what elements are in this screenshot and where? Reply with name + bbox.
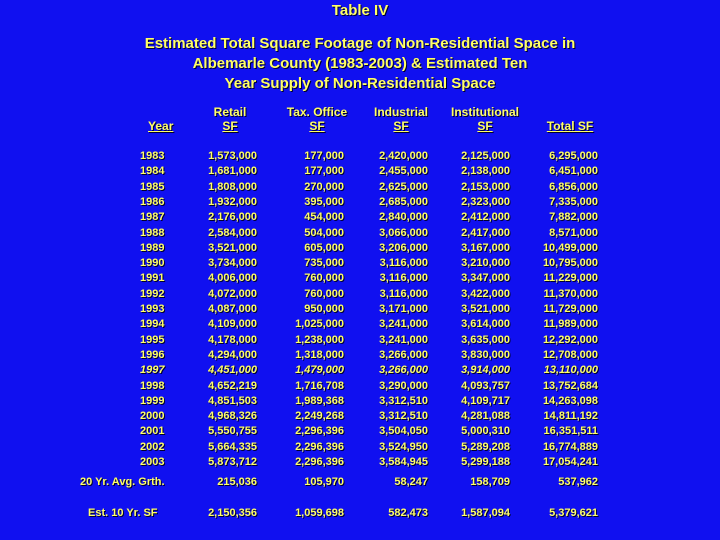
cell-industrial: 2,455,000 <box>379 165 428 178</box>
cell-industrial: 3,171,000 <box>379 303 428 315</box>
cell-institutional: 2,323,000 <box>461 195 510 208</box>
cell-total: 11,729,000 <box>543 303 598 315</box>
col-header-industrial-line2: SF <box>393 119 409 133</box>
cell-taxoffice: 1,716,708 <box>295 379 344 392</box>
cell-industrial: 3,524,950 <box>379 440 428 453</box>
cell-taxoffice: 177,000 <box>304 165 344 178</box>
table-row <box>0 441 720 456</box>
table-row <box>0 380 720 395</box>
cell-retail: 4,178,000 <box>208 333 257 346</box>
col-header-institutional-line2: SF <box>477 119 493 133</box>
cell-retail: 1,573,000 <box>208 150 257 162</box>
cell-total: 10,499,000 <box>542 241 598 254</box>
cell-institutional: 2,412,000 <box>461 211 510 224</box>
cell-year: 1995 <box>140 333 165 346</box>
est-10yr-taxoffice: 1,059,698 <box>295 507 344 519</box>
cell-year: 2003 <box>140 456 165 468</box>
cell-retail: 4,451,000 <box>208 364 257 377</box>
cell-year: 1993 <box>140 303 165 315</box>
cell-retail: 2,176,000 <box>208 211 257 224</box>
col-header-total: Total SF <box>546 119 594 133</box>
table-title: Table IV <box>331 2 389 19</box>
est-10yr-label: Est. 10 Yr. SF <box>88 507 158 519</box>
cell-retail: 4,072,000 <box>208 287 257 300</box>
cell-industrial: 3,241,000 <box>379 318 428 331</box>
table-row <box>0 349 720 364</box>
avg-growth-institutional: 158,709 <box>470 476 510 488</box>
avg-growth-retail: 215,036 <box>217 476 257 488</box>
col-header-institutional-line1: Institutional <box>451 105 519 119</box>
cell-year: 2000 <box>140 410 165 423</box>
heading-line-2: Albemarle County (1983-2003) & Estimated Ten <box>192 55 528 72</box>
cell-retail: 4,087,000 <box>208 303 257 315</box>
col-header-retail-line1: Retail <box>213 105 247 119</box>
est-10yr-retail: 2,150,356 <box>208 507 257 519</box>
cell-institutional: 3,614,000 <box>461 318 510 331</box>
cell-institutional: 3,422,000 <box>461 287 510 300</box>
table-heading <box>0 34 720 94</box>
cell-taxoffice: 735,000 <box>304 257 344 270</box>
cell-year: 1991 <box>140 272 165 285</box>
cell-industrial: 2,840,000 <box>379 211 428 224</box>
cell-year: 1988 <box>140 226 165 239</box>
cell-total: 13,752,684 <box>542 379 598 392</box>
cell-taxoffice: 1,238,000 <box>295 333 344 346</box>
cell-institutional: 3,830,000 <box>461 348 510 361</box>
cell-taxoffice: 605,000 <box>304 241 344 254</box>
cell-taxoffice: 2,296,396 <box>295 440 344 453</box>
cell-taxoffice: 2,296,396 <box>295 456 344 468</box>
cell-total: 16,774,889 <box>542 440 598 453</box>
cell-total: 14,263,098 <box>542 394 598 407</box>
cell-year: 2001 <box>140 425 165 438</box>
col-header-industrial-line1: Industrial <box>373 105 428 119</box>
cell-institutional: 5,299,188 <box>461 456 510 468</box>
cell-year: 1990 <box>140 257 165 270</box>
cell-institutional: 3,635,000 <box>461 333 510 346</box>
table-row <box>0 242 720 257</box>
cell-year: 1987 <box>140 211 165 224</box>
table-row <box>0 150 720 165</box>
cell-industrial: 2,625,000 <box>379 180 428 193</box>
cell-taxoffice: 177,000 <box>304 150 344 162</box>
cell-industrial: 3,266,000 <box>379 364 428 377</box>
cell-institutional: 3,210,000 <box>461 257 510 270</box>
cell-retail: 4,851,503 <box>208 394 257 407</box>
cell-retail: 5,664,335 <box>208 440 257 453</box>
cell-institutional: 5,289,208 <box>461 440 510 453</box>
cell-taxoffice: 270,000 <box>304 180 344 193</box>
cell-taxoffice: 760,000 <box>304 287 344 300</box>
table-row <box>0 257 720 272</box>
cell-year: 1983 <box>140 150 165 162</box>
cell-year: 1994 <box>140 318 165 331</box>
cell-total: 14,811,192 <box>543 410 598 423</box>
cell-taxoffice: 1,479,000 <box>295 364 344 377</box>
cell-industrial: 2,685,000 <box>379 195 428 208</box>
cell-institutional: 3,347,000 <box>461 272 510 285</box>
cell-retail: 4,652,219 <box>208 379 257 392</box>
cell-institutional: 3,167,000 <box>461 241 510 254</box>
cell-taxoffice: 950,000 <box>304 303 344 315</box>
cell-total: 16,351,511 <box>543 425 598 438</box>
cell-total: 11,989,000 <box>543 318 598 331</box>
table-row <box>0 227 720 242</box>
cell-total: 17,054,241 <box>542 456 598 468</box>
cell-total: 8,571,000 <box>549 226 598 239</box>
table-row <box>0 425 720 440</box>
cell-industrial: 3,116,000 <box>379 257 428 270</box>
cell-total: 6,856,000 <box>549 180 598 193</box>
cell-year: 1989 <box>140 241 165 254</box>
cell-industrial: 3,504,050 <box>379 425 428 438</box>
cell-taxoffice: 1,318,000 <box>295 348 344 361</box>
est-10yr-institutional: 1,587,094 <box>461 507 510 519</box>
cell-industrial: 3,206,000 <box>379 241 428 254</box>
cell-institutional: 4,109,717 <box>461 394 510 407</box>
cell-institutional: 2,417,000 <box>461 226 510 239</box>
cell-retail: 4,294,000 <box>208 348 257 361</box>
cell-taxoffice: 1,025,000 <box>295 318 344 331</box>
cell-industrial: 3,116,000 <box>379 272 428 285</box>
cell-retail: 4,968,326 <box>208 410 257 423</box>
table-row <box>0 318 720 333</box>
cell-year: 1986 <box>140 195 165 208</box>
cell-industrial: 3,116,000 <box>379 287 428 300</box>
cell-total: 11,229,000 <box>543 272 598 285</box>
cell-year: 1992 <box>140 287 165 300</box>
cell-industrial: 3,066,000 <box>379 226 428 239</box>
cell-institutional: 4,093,757 <box>461 379 510 392</box>
avg-growth-label: 20 Yr. Avg. Grth. <box>80 476 165 488</box>
table-row <box>0 410 720 425</box>
cell-industrial: 3,290,000 <box>379 379 428 392</box>
table-row <box>0 334 720 349</box>
cell-retail: 1,932,000 <box>208 195 257 208</box>
avg-growth-total: 537,962 <box>558 476 598 488</box>
cell-institutional: 2,153,000 <box>461 180 510 193</box>
table-row <box>0 288 720 303</box>
cell-retail: 3,521,000 <box>208 241 257 254</box>
table-row <box>0 272 720 287</box>
cell-retail: 4,006,000 <box>208 272 257 285</box>
table-row <box>0 364 720 379</box>
cell-taxoffice: 395,000 <box>304 195 344 208</box>
cell-year: 2002 <box>140 440 165 453</box>
col-header-retail-line2: SF <box>222 119 238 133</box>
cell-industrial: 3,312,510 <box>379 410 428 423</box>
col-header-year: Year <box>148 119 174 133</box>
cell-total: 12,292,000 <box>542 333 598 346</box>
est-10yr-industrial: 582,473 <box>388 507 428 519</box>
cell-total: 6,295,000 <box>549 150 598 162</box>
table-row <box>0 196 720 211</box>
table-row <box>0 165 720 180</box>
cell-taxoffice: 2,249,268 <box>295 410 344 423</box>
cell-total: 7,882,000 <box>549 211 598 224</box>
avg-growth-industrial: 58,247 <box>394 476 428 488</box>
cell-retail: 4,109,000 <box>208 318 257 331</box>
cell-retail: 5,550,755 <box>208 425 257 438</box>
cell-retail: 2,584,000 <box>208 226 257 239</box>
cell-total: 10,795,000 <box>542 257 598 270</box>
cell-total: 7,335,000 <box>549 195 598 208</box>
cell-institutional: 5,000,310 <box>461 425 510 438</box>
heading-line-1: Estimated Total Square Footage of Non-Residential Space in <box>144 35 576 52</box>
cell-year: 1998 <box>140 379 165 392</box>
cell-industrial: 2,420,000 <box>379 150 428 162</box>
cell-year: 1996 <box>140 348 165 361</box>
cell-taxoffice: 760,000 <box>304 272 344 285</box>
cell-industrial: 3,312,510 <box>379 394 428 407</box>
cell-year: 1984 <box>140 165 165 178</box>
avg-growth-taxoffice: 105,970 <box>304 476 344 488</box>
cell-taxoffice: 454,000 <box>304 211 344 224</box>
cell-institutional: 3,521,000 <box>461 303 510 315</box>
cell-taxoffice: 2,296,396 <box>295 425 344 438</box>
cell-total: 12,708,000 <box>542 348 598 361</box>
table-row <box>0 456 720 471</box>
cell-industrial: 3,266,000 <box>379 348 428 361</box>
table-row <box>0 303 720 318</box>
cell-retail: 3,734,000 <box>208 257 257 270</box>
cell-institutional: 2,125,000 <box>461 150 510 162</box>
col-header-taxoffice-line2: SF <box>309 119 325 133</box>
cell-industrial: 3,241,000 <box>379 333 428 346</box>
cell-year: 1997 <box>140 364 165 377</box>
cell-taxoffice: 504,000 <box>304 226 344 239</box>
cell-total: 11,370,000 <box>543 287 598 300</box>
cell-year: 1999 <box>140 394 165 407</box>
est-10yr-total: 5,379,621 <box>549 507 598 519</box>
table-row <box>0 395 720 410</box>
cell-taxoffice: 1,989,368 <box>295 394 344 407</box>
cell-year: 1985 <box>140 180 165 193</box>
heading-line-3: Year Supply of Non-Residential Space <box>224 75 496 92</box>
cell-retail: 1,681,000 <box>208 165 257 178</box>
cell-institutional: 2,138,000 <box>461 165 510 178</box>
cell-industrial: 3,584,945 <box>379 456 428 468</box>
cell-total: 6,451,000 <box>549 165 598 178</box>
table-row <box>0 181 720 196</box>
table-row <box>0 211 720 226</box>
cell-total: 13,110,000 <box>543 364 598 377</box>
cell-institutional: 3,914,000 <box>461 364 510 377</box>
cell-retail: 5,873,712 <box>208 456 257 468</box>
cell-retail: 1,808,000 <box>208 180 257 193</box>
cell-institutional: 4,281,088 <box>461 410 510 423</box>
col-header-taxoffice-line1: Tax. Office <box>286 105 348 119</box>
